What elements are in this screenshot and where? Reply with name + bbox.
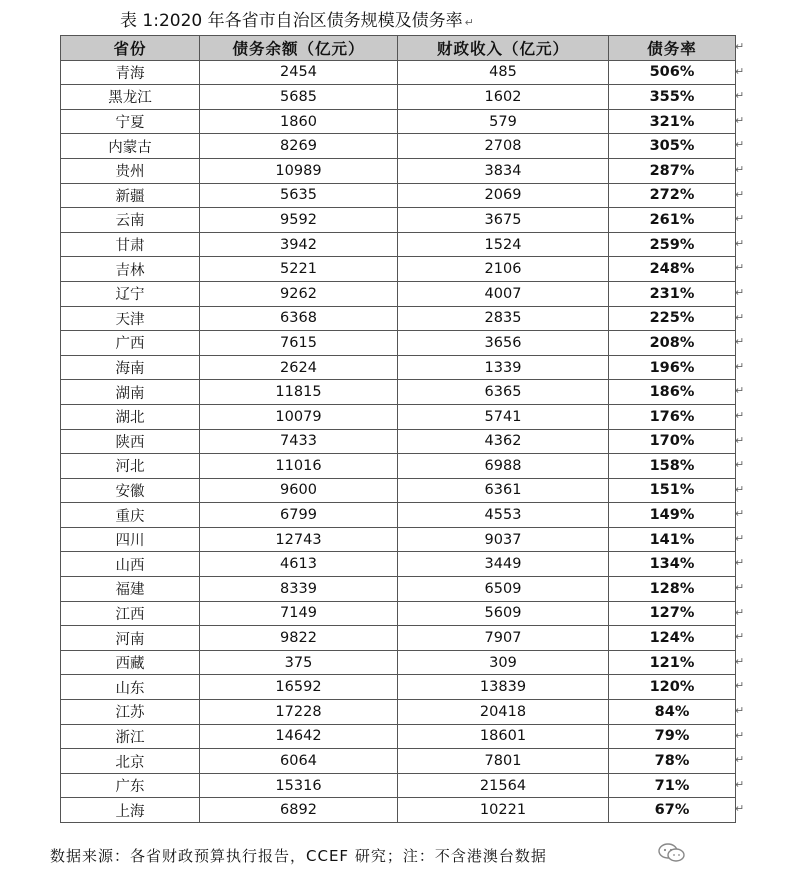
table-body	[61, 60, 736, 822]
table-row	[61, 650, 736, 675]
cell-revenue: 7801	[398, 749, 609, 774]
cell-debt: 6368	[200, 306, 398, 331]
cell-revenue: 579	[398, 109, 609, 134]
cell-province: 山西	[61, 552, 200, 577]
cell-province: 黑龙江	[61, 85, 200, 110]
cell-rate: 127%	[609, 601, 736, 626]
cell-province: 吉林	[61, 257, 200, 282]
row-end-mark: ↵	[735, 261, 745, 275]
cell-revenue: 5741	[398, 404, 609, 429]
table-title	[120, 8, 600, 34]
row-end-mark: ↵	[735, 581, 745, 595]
cell-province: 江苏	[61, 700, 200, 725]
cell-rate: 305%	[609, 134, 736, 159]
cell-rate: 248%	[609, 257, 736, 282]
cell-revenue: 1524	[398, 232, 609, 257]
cell-debt: 5635	[200, 183, 398, 208]
cell-rate: 272%	[609, 183, 736, 208]
cell-debt: 11016	[200, 454, 398, 479]
cell-province: 四川	[61, 527, 200, 552]
cell-revenue: 3656	[398, 331, 609, 356]
cell-rate: 196%	[609, 355, 736, 380]
cell-province: 新疆	[61, 183, 200, 208]
cell-province: 河南	[61, 626, 200, 651]
cell-province: 福建	[61, 577, 200, 602]
table-row	[61, 134, 736, 159]
cell-debt: 3942	[200, 232, 398, 257]
header-rate: 债务率	[609, 36, 736, 61]
cell-rate: 78%	[609, 749, 736, 774]
cell-revenue: 7907	[398, 626, 609, 651]
table-row	[61, 700, 736, 725]
cell-debt: 17228	[200, 700, 398, 725]
table-row	[61, 281, 736, 306]
cell-revenue: 20418	[398, 700, 609, 725]
cell-revenue: 3675	[398, 208, 609, 233]
table-row	[61, 109, 736, 134]
cell-province: 湖北	[61, 404, 200, 429]
cell-province: 甘肃	[61, 232, 200, 257]
cell-province: 河北	[61, 454, 200, 479]
cell-revenue: 3449	[398, 552, 609, 577]
cell-province: 北京	[61, 749, 200, 774]
row-end-mark: ↵	[735, 162, 745, 176]
row-end-marks	[735, 35, 755, 822]
cell-debt: 9592	[200, 208, 398, 233]
row-end-mark: ↵	[735, 64, 745, 78]
wechat-logo-icon	[657, 842, 687, 864]
cell-revenue: 2106	[398, 257, 609, 282]
row-end-mark: ↵	[735, 433, 745, 447]
cell-rate: 134%	[609, 552, 736, 577]
cell-rate: 208%	[609, 331, 736, 356]
cell-revenue: 3834	[398, 158, 609, 183]
cell-province: 云南	[61, 208, 200, 233]
paragraph-mark-icon: ↵	[464, 16, 474, 29]
cell-debt: 7433	[200, 429, 398, 454]
cell-province: 陕西	[61, 429, 200, 454]
cell-revenue: 2835	[398, 306, 609, 331]
cell-province: 浙江	[61, 724, 200, 749]
table-row	[61, 158, 736, 183]
cell-province: 广东	[61, 773, 200, 798]
cell-revenue: 6365	[398, 380, 609, 405]
cell-rate: 176%	[609, 404, 736, 429]
cell-rate: 149%	[609, 503, 736, 528]
cell-rate: 79%	[609, 724, 736, 749]
debt-table	[60, 35, 736, 823]
row-end-mark: ↵	[735, 753, 745, 767]
row-end-mark: ↵	[735, 408, 745, 422]
cell-province: 西藏	[61, 650, 200, 675]
row-end-mark: ↵	[735, 704, 745, 718]
cell-revenue: 4362	[398, 429, 609, 454]
cell-province: 湖南	[61, 380, 200, 405]
cell-province: 江西	[61, 601, 200, 626]
row-end-mark: ↵	[735, 728, 745, 742]
cell-debt: 9262	[200, 281, 398, 306]
cell-debt: 7615	[200, 331, 398, 356]
row-end-mark: ↵	[735, 458, 745, 472]
table-row	[61, 749, 736, 774]
cell-revenue: 6509	[398, 577, 609, 602]
row-end-mark: ↵	[735, 654, 745, 668]
cell-debt: 6799	[200, 503, 398, 528]
row-end-mark: ↵	[735, 285, 745, 299]
cell-rate: 71%	[609, 773, 736, 798]
table-row	[61, 773, 736, 798]
table-row	[61, 208, 736, 233]
row-end-mark: ↵	[735, 89, 745, 103]
cell-revenue: 2069	[398, 183, 609, 208]
cell-rate: 128%	[609, 577, 736, 602]
cell-rate: 186%	[609, 380, 736, 405]
header-revenue: 财政收入（亿元）	[398, 36, 609, 61]
cell-rate: 287%	[609, 158, 736, 183]
row-end-mark: ↵	[735, 605, 745, 619]
cell-rate: 170%	[609, 429, 736, 454]
cell-debt: 375	[200, 650, 398, 675]
cell-province: 贵州	[61, 158, 200, 183]
cell-debt: 15316	[200, 773, 398, 798]
cell-province: 宁夏	[61, 109, 200, 134]
cell-province: 内蒙古	[61, 134, 200, 159]
table-header-row	[61, 36, 736, 61]
cell-debt: 6892	[200, 798, 398, 823]
cell-debt: 12743	[200, 527, 398, 552]
cell-revenue: 309	[398, 650, 609, 675]
cell-debt: 10989	[200, 158, 398, 183]
table-title-text: 表 1:2020 年各省市自治区债务规模及债务率	[120, 11, 463, 31]
table-row	[61, 429, 736, 454]
cell-revenue: 6361	[398, 478, 609, 503]
cell-rate: 506%	[609, 60, 736, 85]
cell-debt: 14642	[200, 724, 398, 749]
table-row	[61, 626, 736, 651]
cell-revenue: 1339	[398, 355, 609, 380]
cell-rate: 84%	[609, 700, 736, 725]
cell-rate: 225%	[609, 306, 736, 331]
cell-revenue: 13839	[398, 675, 609, 700]
table-row	[61, 454, 736, 479]
cell-revenue: 10221	[398, 798, 609, 823]
cell-rate: 121%	[609, 650, 736, 675]
table-row	[61, 601, 736, 626]
row-end-mark: ↵	[735, 236, 745, 250]
table-row	[61, 798, 736, 823]
table-row	[61, 331, 736, 356]
cell-debt: 8269	[200, 134, 398, 159]
row-end-mark: ↵	[735, 212, 745, 226]
cell-revenue: 485	[398, 60, 609, 85]
table-row	[61, 257, 736, 282]
cell-revenue: 5609	[398, 601, 609, 626]
row-end-mark: ↵	[735, 384, 745, 398]
row-end-mark: ↵	[735, 113, 745, 127]
table-row	[61, 306, 736, 331]
row-end-mark: ↵	[735, 507, 745, 521]
table-row	[61, 527, 736, 552]
cell-debt: 6064	[200, 749, 398, 774]
table-row	[61, 503, 736, 528]
header-debt: 债务余额（亿元）	[200, 36, 398, 61]
cell-rate: 141%	[609, 527, 736, 552]
cell-debt: 11815	[200, 380, 398, 405]
cell-rate: 355%	[609, 85, 736, 110]
cell-province: 广西	[61, 331, 200, 356]
cell-debt: 2454	[200, 60, 398, 85]
cell-debt: 1860	[200, 109, 398, 134]
cell-debt: 5685	[200, 85, 398, 110]
cell-province: 山东	[61, 675, 200, 700]
header-province: 省份	[61, 36, 200, 61]
row-end-mark: ↵	[735, 802, 745, 816]
cell-province: 辽宁	[61, 281, 200, 306]
cell-province: 海南	[61, 355, 200, 380]
table-row	[61, 355, 736, 380]
table-row	[61, 232, 736, 257]
source-note: 数据来源：各省财政预算执行报告，CCEF 研究；注：不含港澳台数据	[50, 847, 547, 865]
cell-province: 上海	[61, 798, 200, 823]
row-end-mark: ↵	[735, 310, 745, 324]
cell-revenue: 4007	[398, 281, 609, 306]
cell-revenue: 2708	[398, 134, 609, 159]
cell-rate: 120%	[609, 675, 736, 700]
cell-revenue: 21564	[398, 773, 609, 798]
row-end-mark: ↵	[735, 187, 745, 201]
cell-debt: 8339	[200, 577, 398, 602]
cell-debt: 9600	[200, 478, 398, 503]
row-end-mark: ↵	[735, 777, 745, 791]
cell-rate: 231%	[609, 281, 736, 306]
cell-revenue: 9037	[398, 527, 609, 552]
row-end-mark: ↵	[735, 335, 745, 349]
cell-rate: 259%	[609, 232, 736, 257]
cell-debt: 2624	[200, 355, 398, 380]
cell-debt: 7149	[200, 601, 398, 626]
cell-rate: 321%	[609, 109, 736, 134]
cell-revenue: 18601	[398, 724, 609, 749]
table-row	[61, 85, 736, 110]
cell-debt: 4613	[200, 552, 398, 577]
row-end-mark: ↵	[735, 679, 745, 693]
row-end-mark: ↵	[735, 482, 745, 496]
table-row	[61, 183, 736, 208]
table-row	[61, 724, 736, 749]
cell-revenue: 1602	[398, 85, 609, 110]
cell-rate: 124%	[609, 626, 736, 651]
cell-rate: 261%	[609, 208, 736, 233]
table-row	[61, 380, 736, 405]
cell-province: 安徽	[61, 478, 200, 503]
cell-revenue: 6988	[398, 454, 609, 479]
table-row	[61, 577, 736, 602]
table-row	[61, 60, 736, 85]
cell-rate: 151%	[609, 478, 736, 503]
cell-province: 重庆	[61, 503, 200, 528]
cell-rate: 67%	[609, 798, 736, 823]
row-end-mark: ↵	[735, 138, 745, 152]
row-end-mark: ↵	[735, 556, 745, 570]
cell-revenue: 4553	[398, 503, 609, 528]
table-row	[61, 404, 736, 429]
table-row	[61, 675, 736, 700]
row-end-mark: ↵	[735, 630, 745, 644]
row-end-mark: ↵	[735, 531, 745, 545]
cell-province: 天津	[61, 306, 200, 331]
row-end-mark: ↵	[735, 359, 745, 373]
cell-province: 青海	[61, 60, 200, 85]
cell-debt: 16592	[200, 675, 398, 700]
table-row	[61, 552, 736, 577]
cell-debt: 9822	[200, 626, 398, 651]
table-row	[61, 478, 736, 503]
cell-debt: 10079	[200, 404, 398, 429]
cell-debt: 5221	[200, 257, 398, 282]
row-end-mark: ↵	[735, 40, 745, 53]
cell-rate: 158%	[609, 454, 736, 479]
